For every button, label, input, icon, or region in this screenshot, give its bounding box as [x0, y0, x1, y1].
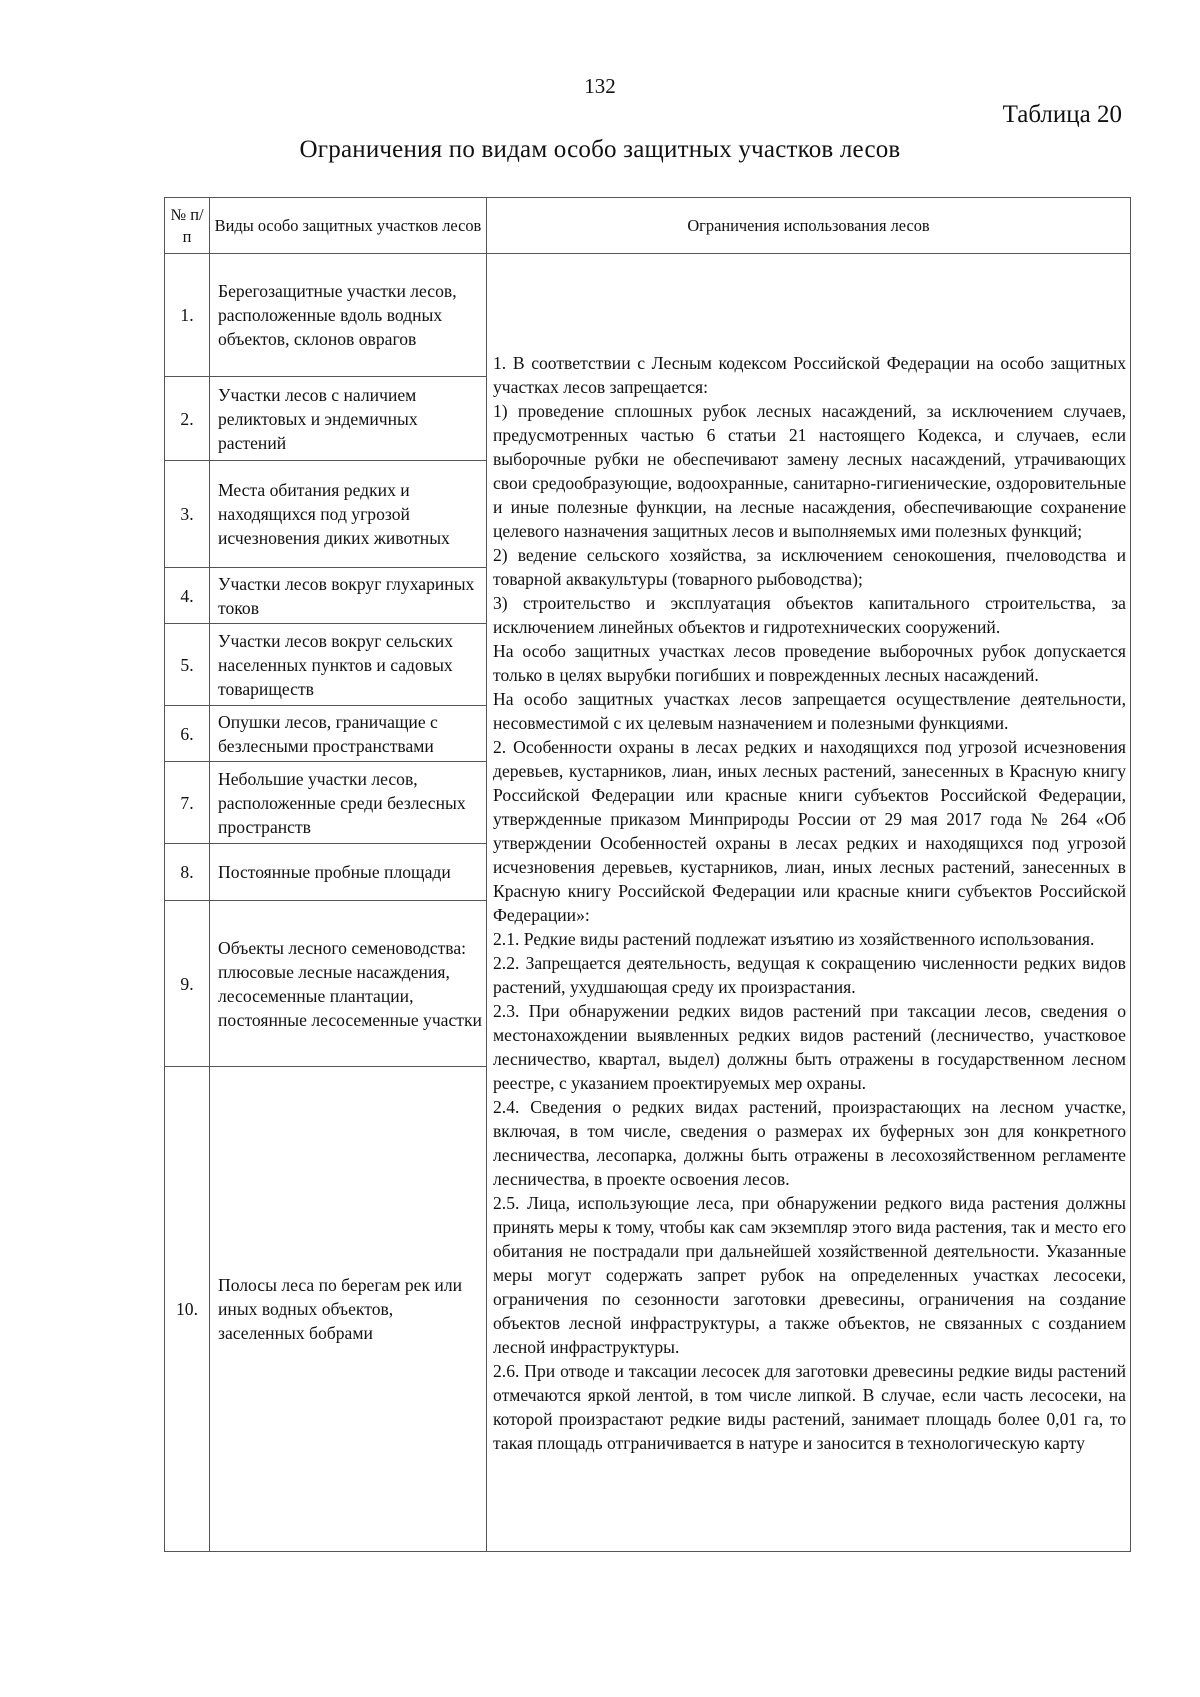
row-number: 1. [165, 254, 210, 377]
row-number: 8. [165, 844, 210, 901]
row-number: 2. [165, 377, 210, 461]
limits-cell [487, 254, 1131, 1552]
limits-paragraph: На особо защитных участках лесов проведение выборочных рубок допускается только в целях вырубки погибших и поврежденных лесных насаждений. [493, 641, 1126, 685]
row-kind: Участки лесов вокруг сельских населенных пунктов и садовых товариществ [210, 624, 487, 706]
limits-paragraph: 2.1. Редкие виды растений подлежат изъятию из хозяйственного использования. [493, 929, 1095, 949]
restrictions-table [164, 197, 1131, 1552]
row-kind: Берегозащитные участки лесов, расположенные вдоль водных объектов, склонов оврагов [210, 254, 487, 377]
table-label: Таблица 20 [1002, 101, 1122, 128]
row-number: 7. [165, 762, 210, 844]
table-header-row [165, 198, 1131, 254]
row-kind: Места обитания редких и находящихся под угрозой исчезновения диких животных [210, 461, 487, 568]
row-kind: Участки лесов вокруг глухариных токов [210, 568, 487, 624]
row-number: 4. [165, 568, 210, 624]
row-number: 6. [165, 706, 210, 762]
row-number: 10. [165, 1067, 210, 1552]
row-kind: Объекты лесного семеноводства: плюсовые лесные насаждения, лесосеменные плантации, постоянные лесосеменные участки [210, 901, 487, 1067]
header-limits: Ограничения использования лесов [487, 198, 1131, 254]
limits-paragraph: 2.5. Лица, использующие леса, при обнаружении редкого вида растения должны принять меры к тому, чтобы как сам экземпляр этого вида растения, так и место его обитания не пострадали при дальнейшей хозяйственной деятельности. Указанные меры могут содержать запрет рубок на определенных участках лесосеки, ограничения по сезонности заготовки древесины, ограничения на создание объектов лесной инфраструктуры, а также объектов, не связанных с созданием лесной инфраструктуры. [493, 1193, 1126, 1357]
row-number: 3. [165, 461, 210, 568]
limits-paragraph: 3) строительство и эксплуатация объектов капитального строительства, за исключением линейных объектов и гидротехнических сооружений. [493, 593, 1126, 637]
limits-paragraph: 1) проведение сплошных рубок лесных насаждений, за исключением случаев, предусмотренных частью 6 статьи 21 настоящего Кодекса, и случаев, если выборочные рубки не обеспечивают замену лесных насаждений, утрачивающих свои средообразующие, водоохранные, санитарно-гигиенические, оздоровительные и иные полезные функции, на лесные насаждения, обеспечивающие сохранение целевого назначения защитных лесов и выполняемых ими полезных функций; [493, 401, 1126, 541]
limits-paragraph: 2. Особенности охраны в лесах редких и находящихся под угрозой исчезновения деревьев, кустарников, лиан, иных лесных растений, занесенных в Красную книгу Российской Федерации или красные книги субъектов Российской Федерации, утвержденные приказом Минприроды России от 29 мая 2017 года № 264 «Об утверждении Особенностей охраны в лесах редких и находящихся под угрозой исчезновения деревьев, кустарников, лиан, иных лесных растений, занесенных в Красную книгу Российской Федерации или красные книги субъектов Российской Федерации»: [493, 737, 1126, 925]
row-number: 5. [165, 624, 210, 706]
row-kind: Опушки лесов, граничащие с безлесными пространствами [210, 706, 487, 762]
row-kind: Участки лесов с наличием реликтовых и эндемичных растений [210, 377, 487, 461]
row-number: 9. [165, 901, 210, 1067]
limits-paragraph: 2) ведение сельского хозяйства, за исключением сенокошения, пчеловодства и товарной аквакультуры (товарного рыбоводства); [493, 545, 1126, 589]
limits-paragraph: 2.4. Сведения о редких видах растений, произрастающих на лесном участке, включая, в том числе, сведения о размерах их буферных зон для конкретного лесничества, лесопарка, должны быть отражены в лесохозяйственном регламенте лесничества, в проекте освоения лесов. [493, 1097, 1126, 1189]
row-kind: Постоянные пробные площади [210, 844, 487, 901]
header-num: № п/п [165, 198, 210, 254]
row-kind: Небольшие участки лесов, расположенные среди безлесных пространств [210, 762, 487, 844]
table-row [165, 254, 1131, 377]
limits-paragraph: 2.2. Запрещается деятельность, ведущая к сокращению численности редких видов растений, ухудшающая среду их произрастания. [493, 953, 1126, 997]
limits-paragraph: 2.3. При обнаружении редких видов растений при таксации лесов, сведения о местонахождении выявленных редких видов растений (лесничество, участковое лесничество, квартал, выдел) должны быть отражены в государственном лесном реестре, с указанием проектируемых мер охраны. [493, 1001, 1126, 1093]
document-title: Ограничения по видам особо защитных участков лесов [299, 136, 901, 163]
limits-paragraph: 1. В соответствии с Лесным кодексом Российской Федерации на особо защитных участках лесов запрещается: [493, 353, 1126, 397]
page-number: 132 [584, 74, 616, 98]
header-kind: Виды особо защитных участков лесов [210, 198, 487, 254]
limits-paragraph: На особо защитных участках лесов запрещается осуществление деятельности, несовместимой с их целевым назначением и полезными функциями. [493, 689, 1126, 733]
limits-paragraph: 2.6. При отводе и таксации лесосек для заготовки древесины редкие виды растений отмечаются яркой лентой, в том числе липкой. В случае, если часть лесосеки, на которой произрастают редкие виды растений, занимает площадь более 0,01 га, то такая площадь отграничивается в натуре и заносится в технологическую карту [493, 1361, 1126, 1453]
row-kind: Полосы леса по берегам рек или иных водных объектов, заселенных бобрами [210, 1067, 487, 1552]
